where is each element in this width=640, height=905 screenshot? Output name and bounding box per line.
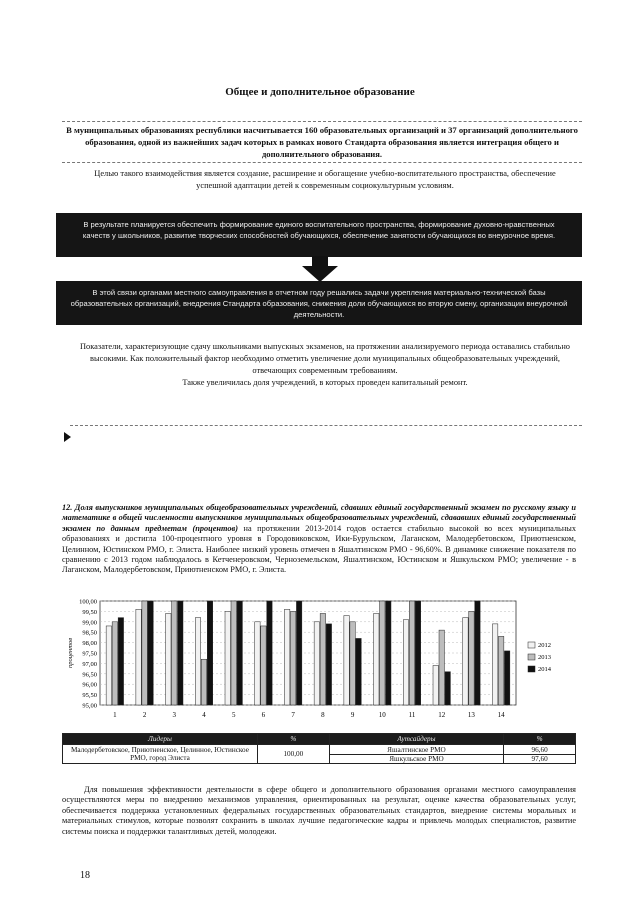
bar-2012-9	[344, 616, 349, 705]
x-tick-label: 2	[142, 711, 147, 719]
page-number: 18	[80, 870, 90, 881]
bar-2012-2	[136, 609, 141, 705]
bar-2013-6	[261, 626, 266, 705]
bar-2012-4	[195, 618, 200, 705]
x-tick-label: 14	[497, 711, 505, 719]
bar-2013-13	[469, 611, 474, 705]
y-tick-label: 100,00	[79, 598, 97, 606]
bar-2012-1	[106, 626, 111, 705]
legend-label: 2013	[538, 654, 551, 661]
y-tick-label: 98,50	[82, 629, 97, 637]
bar-2013-4	[201, 659, 206, 705]
y-tick-label: 97,00	[82, 660, 97, 668]
x-tick-label: 4	[202, 711, 206, 719]
y-tick-label: 99,00	[82, 619, 97, 627]
x-tick-label: 9	[350, 711, 355, 719]
x-tick-label: 8	[321, 711, 325, 719]
legend-swatch	[528, 666, 535, 672]
y-tick-label: 96,50	[82, 671, 97, 679]
bar-2012-11	[403, 620, 408, 705]
x-tick-label: 12	[438, 711, 446, 719]
bar-2013-7	[290, 611, 295, 705]
bar-2013-5	[231, 601, 236, 705]
indicators-text-2: Также увеличилась доля учреждений, в которых проведен капитальный ремонт.	[182, 378, 468, 387]
bar-chart	[60, 597, 580, 731]
x-tick-label: 11	[408, 711, 416, 719]
header-outsiders: Аутсайдеры	[329, 734, 503, 745]
bar-2013-12	[439, 630, 444, 705]
table-row	[63, 745, 576, 764]
outsider-1: Яшалтинское РМО	[330, 746, 503, 755]
bar-2012-13	[463, 618, 468, 705]
leaders-cell: Малодербетовское, Приютненское, Целинное, Юстинское РМО, город Элиста	[63, 745, 258, 764]
outsiders-cell	[329, 745, 503, 764]
closing-paragraph: Для повышения эффективности деятельности в сфере общего и дополнительного образования органами местного самоуправления осуществляются меры по внедрению механизмов управления, ориентированных на результат, оценке качества образовательных услуг, обеспечивается поддержка установленных федеральных государственных образовательных стандартов, внедрение системы моральных и материальных стимулов, которые позволят сохранить в школах лучшие педагогические кадры и привлечь молодых специалистов, развитие системы поиска и поддержки талантливых детей, молодежи.	[62, 785, 576, 836]
indicator-12-heading: 12. Доля выпускников муниципальных общеобразовательных учреждений, сдавших единый государственный экзамен по русскому языку и математике в общей численности выпускников муниципальных общеобразовательных учреждений, сдававших единый государственный экзамен по данным предметам (процентов)	[62, 503, 576, 533]
header-pct-2: %	[504, 734, 576, 745]
bar-2014-11	[415, 601, 420, 705]
legend-label: 2012	[538, 642, 551, 649]
down-arrow-icon	[300, 256, 340, 282]
triangle-marker-icon	[64, 432, 71, 442]
y-tick-label: 95,00	[82, 702, 97, 710]
x-tick-label: 6	[261, 711, 266, 719]
x-tick-label: 3	[172, 711, 177, 719]
purpose-paragraph: Целью такого взаимодействия является создание, расширение и обогащение учебно-воспитательного пространства, обеспечение успешной адаптации детей к современным социокультурным условиям.	[94, 169, 556, 190]
bar-2012-3	[166, 613, 171, 705]
legend-label: 2014	[538, 666, 551, 673]
intro-paragraph: В муниципальных образованиях республики насчитывается 160 образовательных организаций и 37 организаций дополнительного образования, одной из важнейших задач которых в рамках нового Стандарта образования является интеграция общего и дополнительного образования.	[62, 121, 582, 163]
bar-2012-7	[284, 609, 289, 705]
bar-2014-12	[445, 672, 450, 705]
x-tick-label: 13	[467, 711, 475, 719]
y-tick-label: 98,00	[82, 640, 97, 648]
bar-2012-8	[314, 622, 319, 705]
bar-2014-3	[178, 601, 183, 705]
leaders-outsiders-table	[62, 733, 576, 764]
y-tick-label: 95,50	[82, 692, 97, 700]
x-tick-label: 1	[113, 711, 117, 719]
bar-2014-2	[148, 601, 153, 705]
bar-2014-8	[326, 624, 331, 705]
bar-2013-14	[498, 636, 503, 705]
legend-swatch	[528, 654, 535, 660]
header-pct-1: %	[257, 734, 329, 745]
y-tick-label: 96,00	[82, 681, 97, 689]
outsider-2-pct: 97,60	[531, 754, 548, 763]
table-header-row	[63, 734, 576, 745]
outsider-1-pct: 96,60	[504, 746, 575, 755]
bar-2013-11	[409, 601, 414, 705]
legend-swatch	[528, 642, 535, 648]
bar-2012-5	[225, 611, 230, 705]
bar-2014-5	[237, 601, 242, 705]
bar-2012-6	[255, 622, 260, 705]
bar-2014-14	[504, 651, 509, 705]
x-tick-label: 10	[378, 711, 386, 719]
bar-2013-3	[172, 601, 177, 705]
indicators-text: Показатели, характеризующие сдачу школьниками выпускных экзаменов, на протяжении анализируемого периода оставались стабильно высокими. Как положительный фактор необходимо отметить увеличение доли муниципальных общеобразовательных учреждений, отвечающих современным требованиям.	[80, 342, 570, 375]
bar-2012-14	[492, 624, 497, 705]
bar-2013-9	[350, 622, 355, 705]
tasks-box: В этой связи органами местного самоуправления в отчетном году решались задачи укрепления материально-технической базы образовательных организаций, внедрения Стандарта образования, снижения доли обучающихся во вторую смену, организации внеурочной деятельности.	[56, 281, 582, 325]
leaders-pct-cell: 100,00	[257, 745, 329, 764]
outsiders-pct-cell	[504, 745, 576, 764]
bar-2014-6	[267, 601, 272, 705]
bar-2013-10	[380, 601, 385, 705]
header-leaders: Лидеры	[63, 734, 258, 745]
bar-2014-9	[356, 638, 361, 705]
bar-2013-8	[320, 613, 325, 705]
x-tick-label: 5	[231, 711, 236, 719]
y-axis-label: процентов	[67, 637, 74, 669]
indicators-paragraph	[70, 341, 580, 389]
outsider-2: Яшкульское РМО	[389, 754, 444, 763]
section-divider	[70, 425, 582, 426]
bar-2014-13	[475, 601, 480, 705]
x-tick-label: 7	[291, 711, 295, 719]
y-tick-label: 97,50	[82, 650, 97, 658]
bar-2013-2	[142, 601, 147, 705]
bar-2013-1	[112, 622, 117, 705]
bar-2012-10	[374, 613, 379, 705]
y-tick-label: 99,50	[82, 608, 97, 616]
bar-2014-4	[207, 601, 212, 705]
result-box: В результате планируется обеспечить формирование единого воспитательного пространства, формирование духовно-нравственных качеств у школьников, развитие творческих способностей обучающихся, обеспечение занятости обучающихся во внеурочное время.	[56, 213, 582, 257]
indicator-12-paragraph	[62, 503, 576, 576]
bar-2012-12	[433, 665, 438, 705]
bar-2014-7	[296, 601, 301, 705]
bar-2014-1	[118, 618, 123, 705]
bar-2014-10	[386, 601, 391, 705]
indicator-12-body: на протяжении 2013-2014 годов остается стабильно высокой во всех муниципальных образованиях и достигла 100-процентного уровня в Городовиковском, Ики-Бурульском, Лаганском, Малодербетовском, Приютненском, Целинном, Юстинском РМО, г. Элиста. Наиболее низкий уровень отмечен в Яшалтинском РМО - 96,60%. В динамике снижение показателя по сравнению с 2013 годом наблюдалось в Кетченеровском, Черноземельском, Яшалтинском, Юстинском и Яшкульском РМО; увеличение - в Лаганском, Малодербетовском, Приютненском РМО, г. Элиста.	[62, 523, 577, 575]
page-title: Общее и дополнительное образование	[225, 86, 415, 98]
